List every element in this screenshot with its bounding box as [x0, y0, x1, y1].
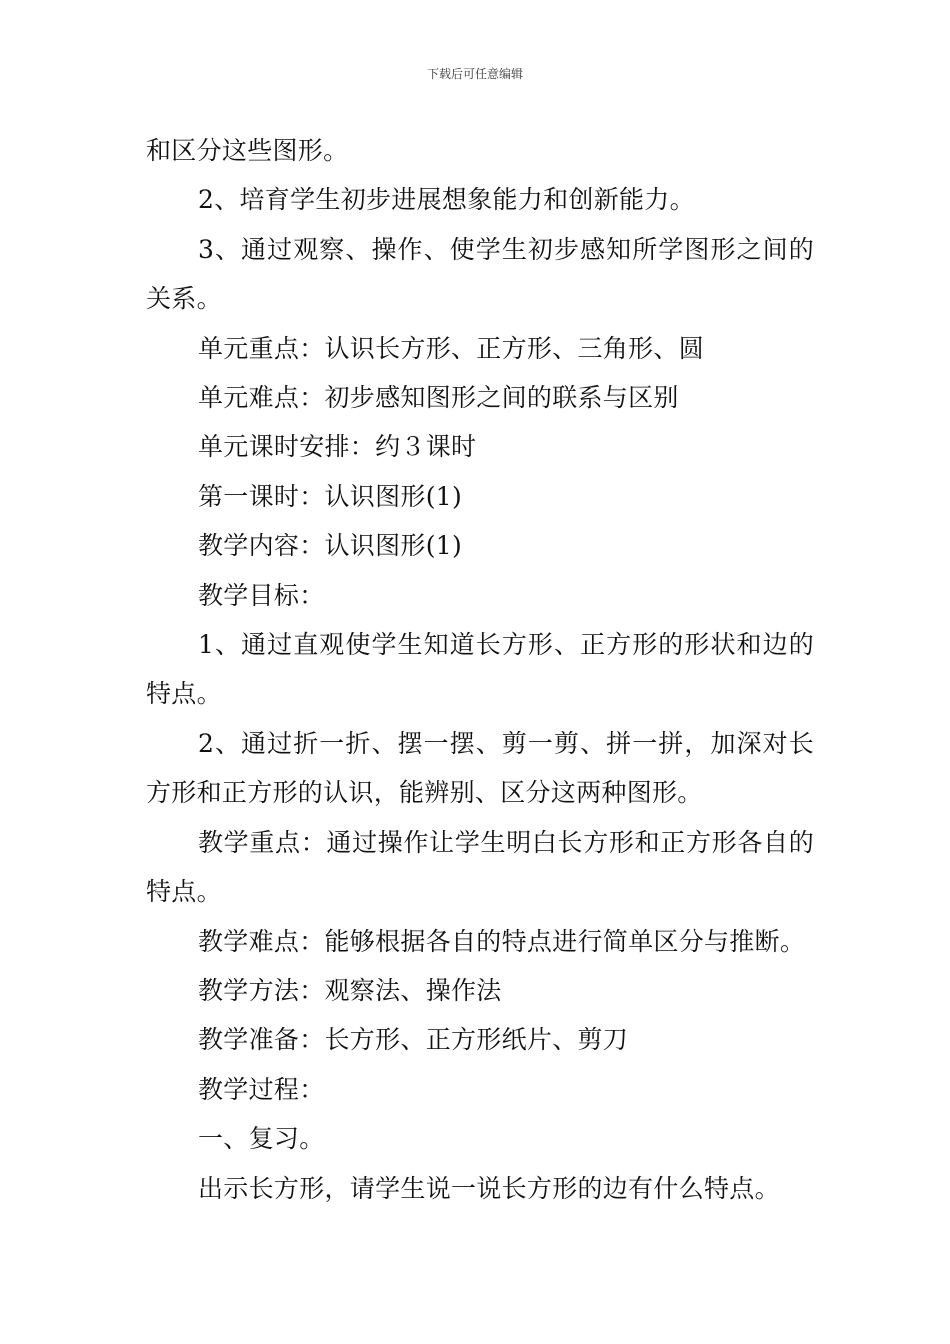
paragraph: 一、复习。 [198, 1124, 325, 1154]
paragraph: 2、通过折一折、摆一摆、剪一剪、拼一拼，加深对长方形和正方形的认识，能辨别、区分这两种图形。 [146, 728, 814, 808]
paragraph: 1、通过直观使学生知道长方形、正方形的形状和边的特点。 [146, 630, 814, 709]
paragraph: 单元难点：初步感知图形之间的联系与区别 [198, 383, 679, 413]
paragraph: 3、通过观察、操作、使学生初步感知所学图形之间的关系。 [146, 234, 814, 314]
paragraph: 2、培育学生初步进展想象能力和创新能力。 [198, 185, 695, 215]
paragraph: 单元重点：认识长方形、正方形、三角形、圆 [198, 333, 705, 363]
paragraph: 和区分这些图形。 [146, 136, 349, 165]
paragraph: 第一课时：认识图形(1) [198, 481, 463, 511]
paragraph: 出示长方形，请学生说一说长方形的边有什么特点。 [198, 1173, 780, 1203]
paragraph: 教学目标： [198, 580, 325, 610]
page-header: 下载后可任意编辑 [426, 67, 523, 81]
paragraph: 教学方法：观察法、操作法 [198, 975, 502, 1005]
paragraph: 教学难点：能够根据各自的特点进行简单区分与推断。 [198, 926, 806, 956]
paragraph: 教学内容：认识图形(1) [198, 531, 463, 561]
paragraph: 教学过程： [198, 1074, 325, 1104]
document-body [146, 126, 814, 1213]
paragraph: 单元课时安排：约３课时 [198, 432, 477, 462]
paragraph: 教学重点：通过操作让学生明白长方形和正方形各自的特点。 [146, 827, 814, 907]
paragraph: 教学准备：长方形、正方形纸片、剪刀 [198, 1025, 629, 1055]
